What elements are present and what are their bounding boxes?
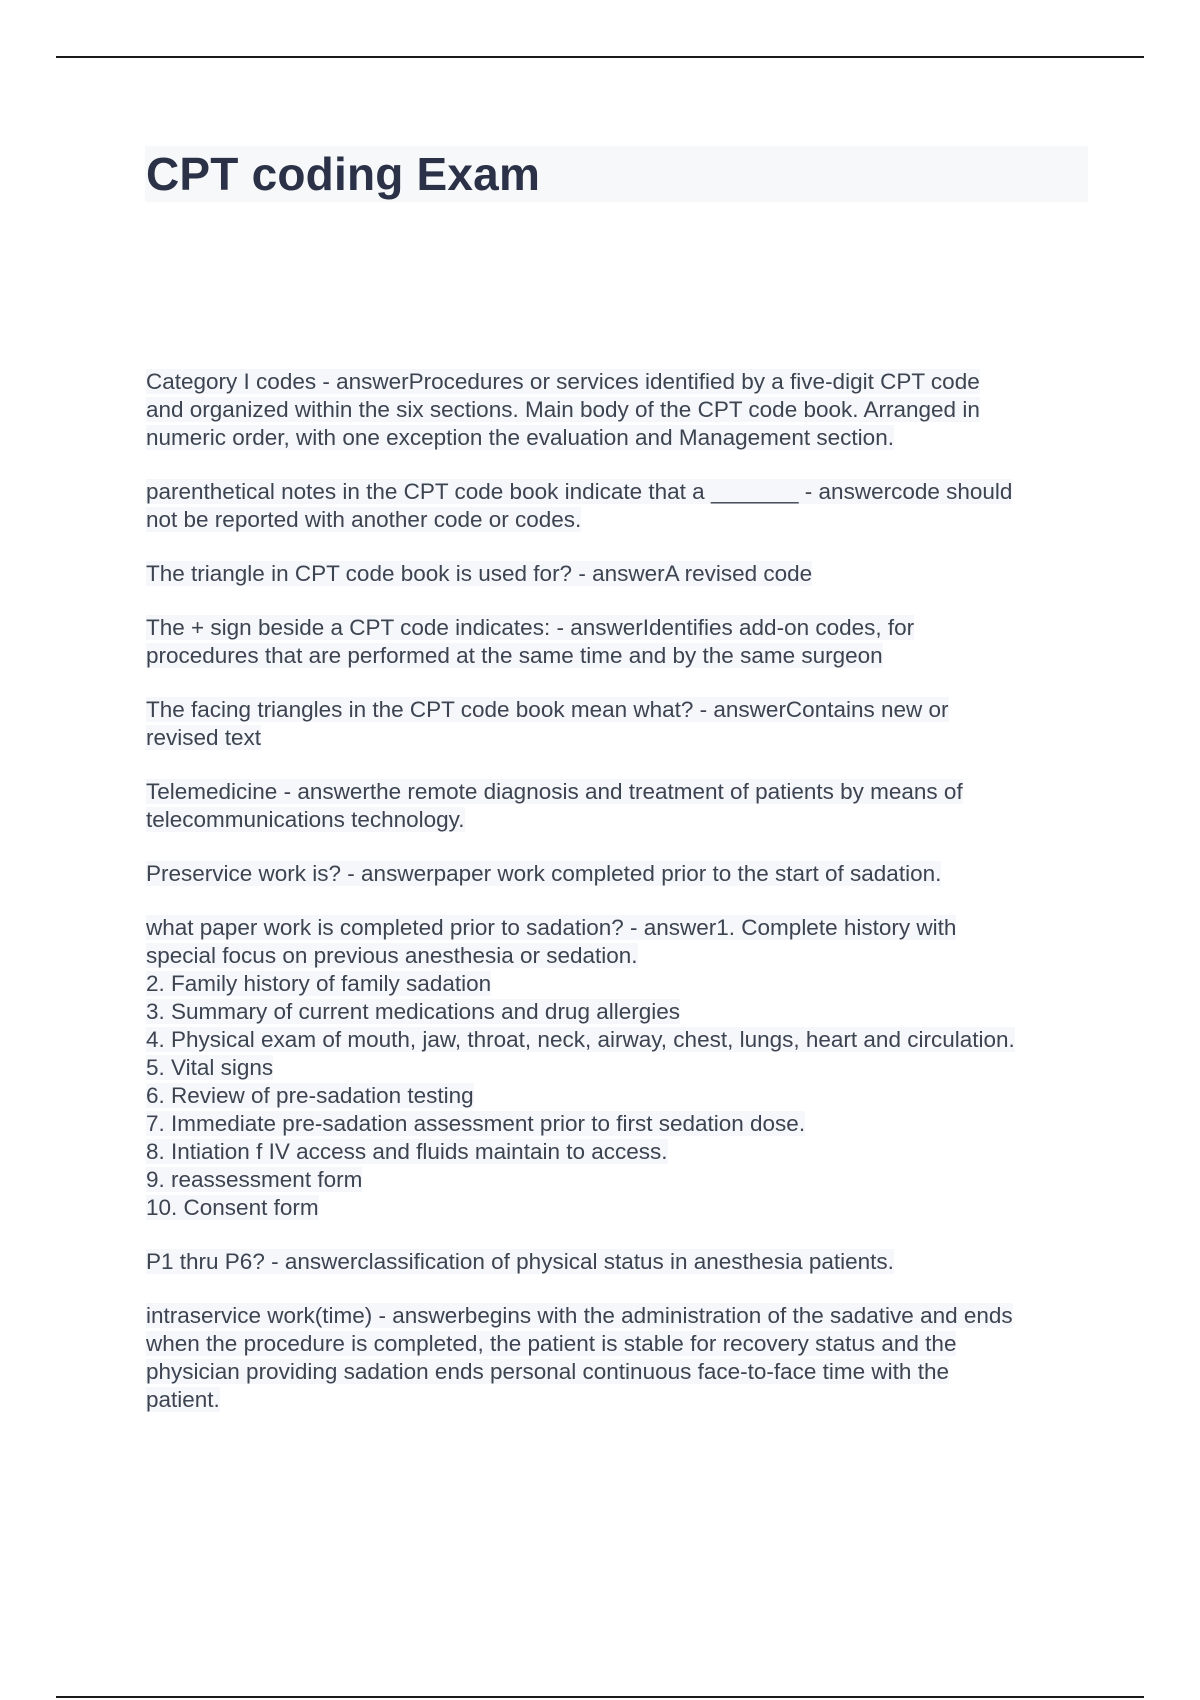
- qa-entry: [146, 860, 1086, 888]
- qa-text: P1 thru P6? - answerclassification of physical status in anesthesia patients.: [146, 1249, 894, 1274]
- document-title: CPT coding Exam: [146, 148, 541, 200]
- qa-entry: [146, 914, 1086, 1222]
- qa-entry: [146, 1248, 1086, 1276]
- qa-list: [146, 368, 1086, 1440]
- qa-text: Telemedicine - answerthe remote diagnosis and treatment of patients by means of telecommunications technology.: [146, 779, 963, 832]
- qa-text: parenthetical notes in the CPT code book indicate that a _______ - answercode should not be reported with another code or codes.: [146, 479, 1013, 532]
- header-rule: [56, 56, 1144, 58]
- qa-text: Category I codes - answerProcedures or services identified by a five-digit CPT code and organized within the six sections. Main body of the CPT code book. Arranged in numeric order, with one exception the evaluation and Management section.: [146, 369, 980, 450]
- qa-text: Preservice work is? - answerpaper work completed prior to the start of sadation.: [146, 861, 942, 886]
- qa-text: The + sign beside a CPT code indicates: - answerIdentifies add-on codes, for procedures that are performed at the same time and by the same surgeon: [146, 615, 915, 668]
- qa-text: intraservice work(time) - answerbegins with the administration of the sadative and ends when the procedure is completed, the patient is stable for recovery status and the physician providing sadation ends personal continuous face-to-face time with the patient.: [146, 1303, 1013, 1412]
- qa-entry: [146, 368, 1086, 452]
- qa-entry: [146, 1302, 1086, 1414]
- qa-entry: [146, 778, 1086, 834]
- qa-text: The facing triangles in the CPT code book mean what? - answerContains new or revised text: [146, 697, 949, 750]
- qa-entry: [146, 696, 1086, 752]
- qa-text: The triangle in CPT code book is used for? - answerA revised code: [146, 561, 813, 586]
- qa-entry: [146, 478, 1086, 534]
- qa-entry: [146, 614, 1086, 670]
- footer-rule: [56, 1696, 1144, 1698]
- qa-text: what paper work is completed prior to sadation? - answer1. Complete history with special focus on previous anesthesia or sedation. 2. Family history of family sadation 3. Summary of current medications and drug allergies 4. Physical exam of mouth, jaw, throat, neck, airway, chest, lungs, heart and circulation. 5. Vital signs 6. Review of pre-sadation testing 7. Immediate pre-sadation assessment prior to first sedation dose. 8. Intiation f IV access and fluids maintain to access. 9. reassessment form 10. Consent form: [146, 915, 1015, 1220]
- qa-entry: [146, 560, 1086, 588]
